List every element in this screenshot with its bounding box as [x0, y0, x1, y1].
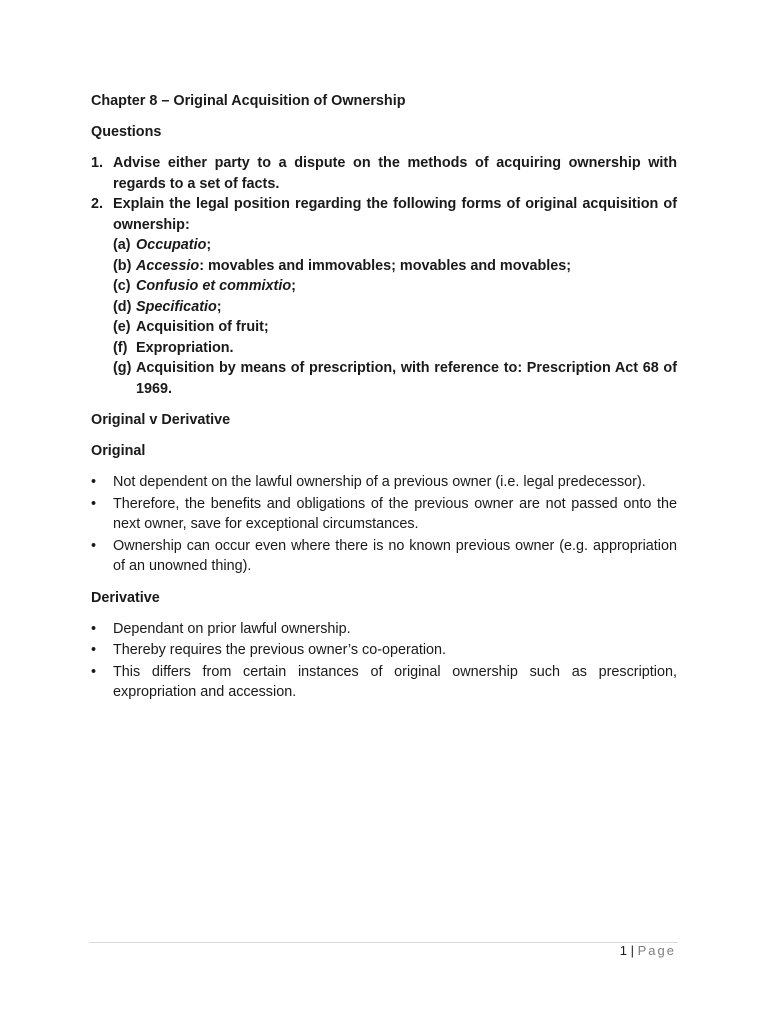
derivative-bullet-list	[91, 619, 677, 703]
question-text: Advise either party to a dispute on the methods of acquiring ownership with regards to a set of facts.	[113, 155, 677, 192]
derivative-heading: Derivative	[91, 589, 160, 606]
sub-question-label: (c)	[113, 278, 131, 294]
sub-question-label: (f)	[113, 339, 128, 356]
list-item	[91, 494, 677, 535]
page-footer	[620, 943, 676, 959]
sub-question-text: ;	[216, 298, 222, 315]
list-item	[91, 536, 677, 577]
bullet-icon: •	[91, 537, 97, 554]
question-text: Explain the legal position regarding the following forms of original acquisition of ownership:	[113, 196, 677, 233]
list-item-text: Ownership can occur even where there is no known previous owner (e.g. appropriation of an unowned thing).	[113, 537, 677, 574]
sub-question-text: ;	[291, 278, 296, 294]
document-body	[91, 91, 677, 714]
sub-question-item	[113, 235, 677, 256]
latin-term: Occupatio	[136, 237, 207, 253]
page-number: 1	[619, 943, 627, 958]
list-item	[91, 640, 677, 661]
sub-question-label: (g)	[113, 360, 132, 376]
bullet-icon: •	[91, 495, 97, 512]
sub-question-list	[113, 235, 677, 399]
section-heading: Original v Derivative	[91, 412, 231, 428]
bullet-icon: •	[91, 620, 97, 637]
bullet-icon: •	[91, 663, 97, 680]
latin-term: Confusio et commixtio	[136, 278, 292, 294]
original-heading: Original	[91, 443, 146, 459]
list-item-text: Dependant on prior lawful ownership.	[113, 620, 351, 637]
sub-question-item	[113, 276, 677, 297]
sub-question-text: ;	[206, 237, 212, 253]
original-bullet-list	[91, 472, 677, 577]
question-item	[91, 194, 677, 399]
sub-question-label: (e)	[113, 319, 131, 335]
questions-heading: Questions	[91, 124, 162, 140]
sub-question-item	[113, 297, 677, 318]
sub-question-label: (a)	[113, 237, 131, 253]
sub-question-text: : movables and immovables; movables and movables;	[199, 257, 572, 274]
question-number: 2.	[91, 196, 104, 212]
chapter-title: Chapter 8 – Original Acquisition of Ownership	[91, 93, 406, 109]
sub-question-text: Expropriation.	[136, 339, 234, 356]
footer-divider	[89, 942, 678, 943]
sub-question-item	[113, 358, 677, 399]
list-item	[91, 472, 677, 493]
questions-list	[91, 153, 677, 399]
bullet-icon: •	[91, 642, 97, 658]
question-item	[91, 153, 677, 194]
sub-question-item	[113, 338, 677, 359]
footer-separator: |	[630, 943, 634, 958]
sub-question-label: (d)	[113, 298, 132, 315]
list-item-text: Therefore, the benefits and obligations of the previous owner are not passed onto the next owner, save for exceptional circumstances.	[113, 495, 677, 532]
sub-question-text: Acquisition by means of prescription, with reference to: Prescription Act 68 of 1969.	[136, 360, 677, 397]
latin-term: Specificatio	[136, 298, 217, 315]
list-item-text: Thereby requires the previous owner’s co-operation.	[113, 642, 447, 658]
sub-question-text: Acquisition of fruit;	[136, 319, 269, 335]
sub-question-label: (b)	[113, 257, 132, 274]
latin-term: Accessio	[136, 257, 200, 274]
list-item-text: This differs from certain instances of original ownership such as prescription, expropriation and accession.	[113, 663, 677, 700]
list-item	[91, 662, 677, 703]
page-label: Page	[637, 943, 676, 958]
list-item	[91, 619, 677, 640]
sub-question-item	[113, 317, 677, 338]
question-number: 1.	[91, 155, 104, 171]
list-item-text: Not dependent on the lawful ownership of a previous owner (i.e. legal predecessor).	[113, 474, 646, 490]
sub-question-item	[113, 256, 677, 277]
bullet-icon: •	[91, 474, 97, 490]
